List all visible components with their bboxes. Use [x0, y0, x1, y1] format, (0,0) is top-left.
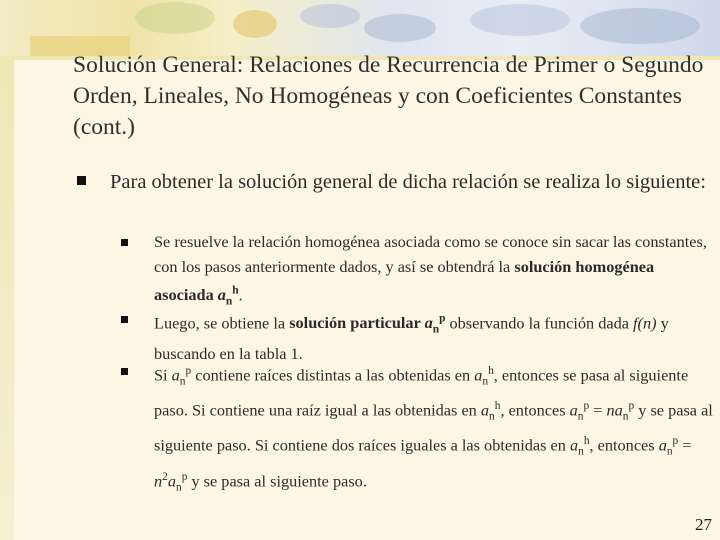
bullet-square-icon — [121, 316, 128, 323]
bullet-square-icon — [121, 239, 128, 246]
slide-title: Solución General: Relaciones de Recurrencia de Primer o Segundo Orden, Lineales, No Homogéneas y con Coeficientes Constantes (cont.) — [73, 52, 704, 140]
decorative-left-stripe — [0, 60, 14, 540]
page-number: 27 — [695, 515, 712, 534]
bullet-square-icon — [121, 368, 128, 375]
sub-bullet-2-text: Luego, se obtiene la solución particular $a_n^p$ observando la función dada f(n) y buscando en la tabla 1. — [154, 313, 669, 364]
sub-bullet-1-text: Se resuelve la relación homogénea asociada como se conoce sin sacar las constantes, con los pasos anteriormente dados, y así se obtendrá la solución homogénea asociada $a_n^h$. — [154, 232, 707, 308]
bullet-square-icon — [77, 176, 86, 185]
sub-bullet-3-text: Si $a_n^p$ contiene raíces distintas a las obtenidas en $a_n^h$, entonces se pasa al siguiente paso. Si contiene una raíz igual a las obtenidas en $a_n^h$, entonces $a_n^p = na_n^p$ y se pasa al siguiente paso. Si contiene dos raíces iguales a las obtenidas en $a_n^h$, entonces $a_n^p = n^2a_n^p$ y se pasa al siguiente paso. — [154, 365, 713, 494]
main-bullet-text: Para obtener la solución general de dicha relación se realiza lo siguiente: — [110, 171, 706, 193]
